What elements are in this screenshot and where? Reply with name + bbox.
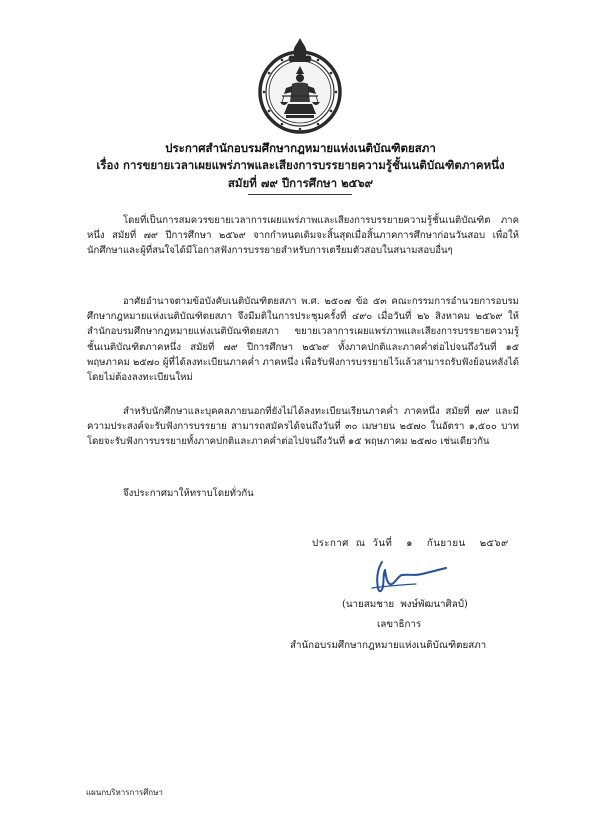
paragraph-3-text: สำหรับนักศึกษาและบุคคลภายนอกที่ยังไม่ได้ลงทะเบียนเรียนภาคค่ำ ภาคหนึ่ง สมัยที่ ๗๙ และมีความประสงค์จะรับฟังการบรรยาย สามารถสมัครได้จนถึงวันที่ ๓๐ เมษายน ๒๕๗๐ ในอัตรา ๑,๕๐๐ บาท โดยจะรับฟังการบรรยายทั้งภาคปกติและภาคค่ำต่อไปจนถึงวันที่ ๑๕ พฤษภาคม ๒๕๗๐ เช่นเดียวกัน (87, 406, 519, 448)
signatory-name: (นายสมชาย พงษ์พัฒนาศิลป์) (342, 599, 468, 610)
paragraph-1-text: โดยที่เป็นการสมควรขยายเวลาการเผยแพร่ภาพและเสียงการบรรยายความรู้ชั้นเนติบัณฑิต ภาคหนึ่ง สมัยที่ ๗๙ ปีการศึกษา ๒๕๖๙ จากกำหนดเดิมจะสิ้นสุดเมื่อสิ้นภาคการศึกษาก่อนวันสอบ เพื่อให้นักศึกษาและผู้ที่สนใจได้มีโอกาสฟังการบรรยายสำหรับการเตรียมตัวสอบในสนามสอบอื่นๆ (87, 215, 519, 257)
notice-subject: เรื่อง การขยายเวลาเผยแพร่ภาพและเสียงการบรรยายความรู้ชั้นเนติบัณฑิตภาคหนึ่ง (96, 158, 505, 172)
footer-department: แผนกบริหารการศึกษา (86, 788, 163, 797)
paragraph-1 (87, 213, 519, 259)
paragraph-2 (87, 294, 519, 385)
signatory-position: เลขาธิการ (377, 619, 422, 630)
notice-title: ประกาศสำนักอบรมศึกษากฎหมายแห่งเนติบัณฑิตยสภา (165, 141, 436, 155)
paragraph-2-text: อาศัยอำนาจตามข้อบังคับเนติบัณฑิตยสภา พ.ศ. ๒๕๐๗ ข้อ ๕๓ คณะกรรมการอำนวยการอบรมศึกษากฎหมายแห่งเนติบัณฑิตยสภา จึงมีมติในการประชุมครั้งที่ ๔๙๐ เมื่อวันที่ ๒๖ สิงหาคม ๒๕๖๙ ให้สำนักอบรมศึกษากฎหมายแห่งเนติบัณฑิตยสภา ขยายเวลาการเผยแพร่ภาพและเสียงการบรรยายความรู้ชั้นเนติบัณฑิตภาคหนึ่ง สมัยที่ ๗๙ ปีการศึกษา ๒๕๖๙ ทั้งภาคปกติและภาคค่ำต่อไปจนถึงวันที่ ๑๕ พฤษภาคม ๒๕๗๐ ผู้ที่ได้ลงทะเบียนภาคค่ำ ภาคหนึ่ง เพื่อรับฟังการบรรยายไว้แล้วสามารถรับฟังย้อนหลังได้โดยไม่ต้องลงทะเบียนใหม่ (87, 296, 519, 384)
notice-session: สมัยที่ ๗๙ ปีการศึกษา ๒๕๖๙ (227, 176, 374, 190)
signatory-office: สำนักอบรมศึกษากฎหมายแห่งเนติบัณฑิตยสภา (290, 640, 487, 651)
signature-icon (352, 558, 448, 598)
announcement-date: ประกาศ ณ วันที่ ๑ กันยายน ๒๕๖๙ (312, 538, 509, 549)
paragraph-4 (87, 486, 519, 501)
paragraph-4-text: จึงประกาศมาให้ทราบโดยทั่วกัน (123, 488, 254, 499)
paragraph-3 (87, 404, 519, 450)
title-divider (248, 194, 352, 195)
bar-association-seal-icon (256, 36, 344, 136)
